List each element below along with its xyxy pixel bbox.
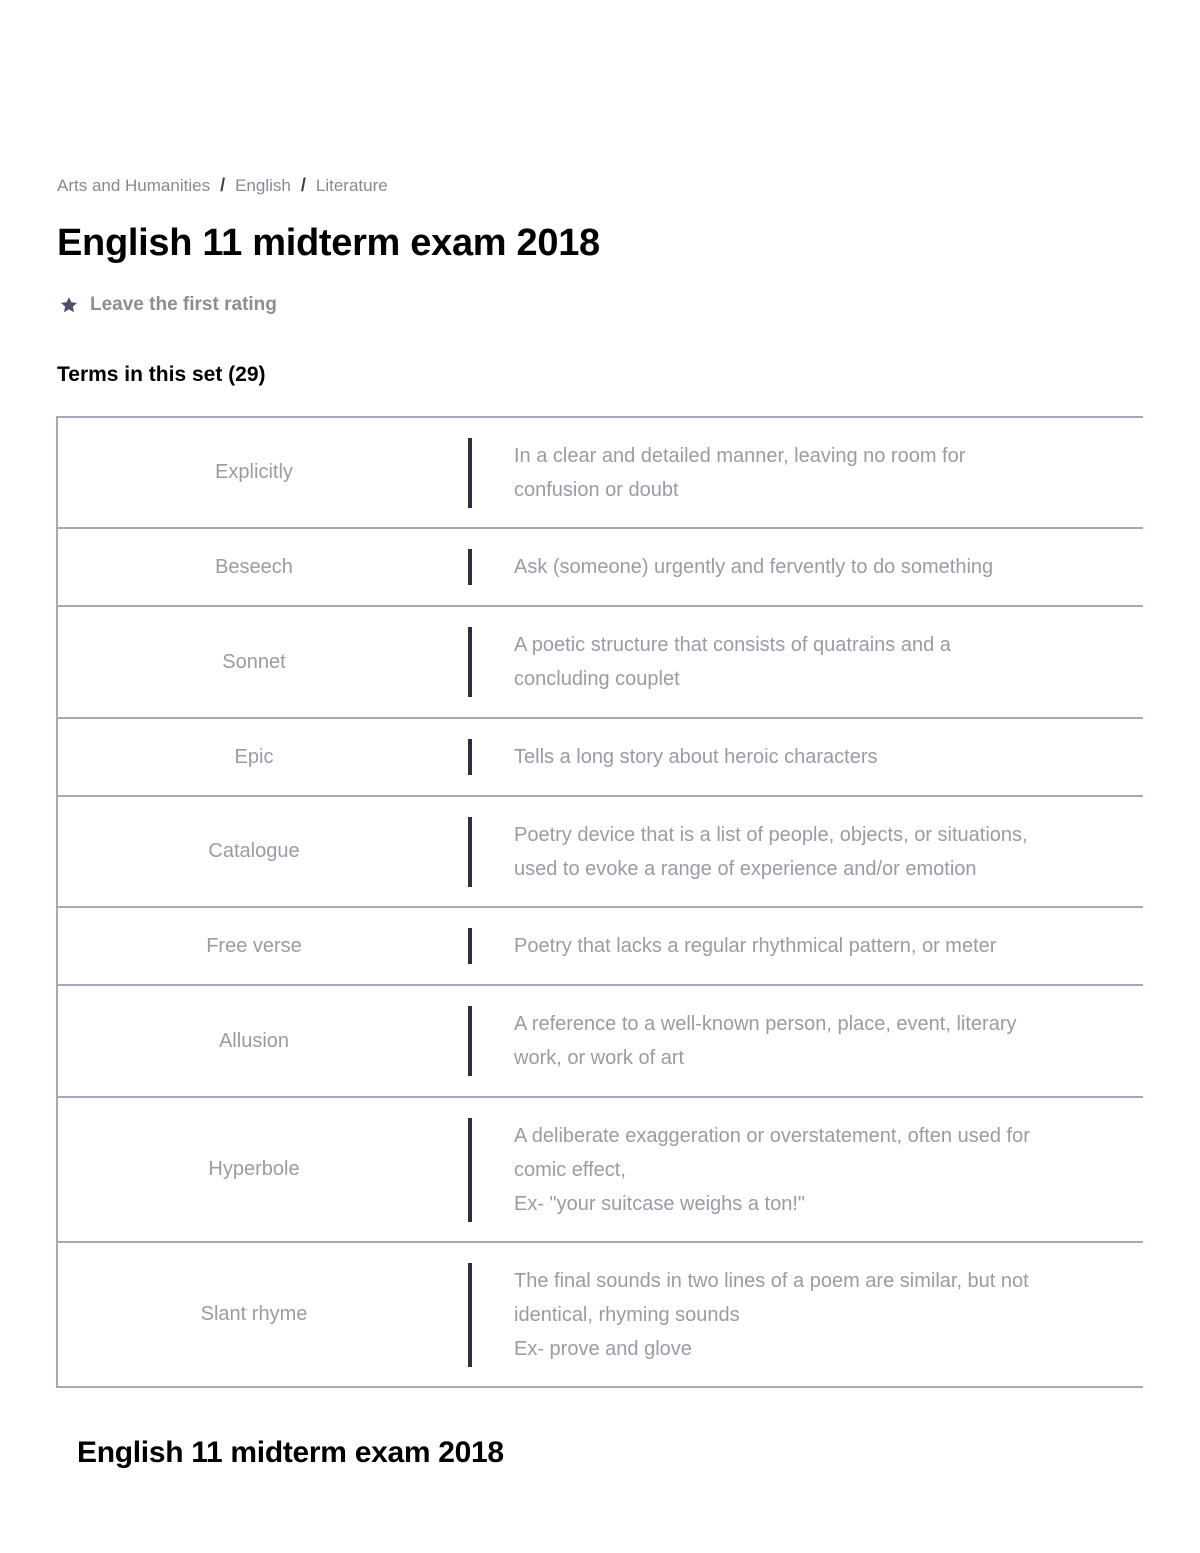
term-row [58, 719, 1143, 797]
term-definition: A poetic structure that consists of quatrains and a concluding couplet [514, 634, 951, 690]
term-definition: A reference to a well-known person, place, event, literary work, or work of art [514, 1013, 1017, 1069]
star-icon [59, 295, 79, 315]
term-divider [468, 438, 472, 508]
rating-label: Leave the first rating [90, 294, 277, 315]
term-word: Epic [234, 745, 274, 768]
term-definition: A deliberate exaggeration or overstatement, often used for comic effect, Ex- "your suitcase weighs a ton!" [514, 1124, 1030, 1215]
term-word: Catalogue [208, 840, 300, 862]
breadcrumb-separator: / [300, 175, 306, 195]
footer-title: English 11 midterm exam 2018 [77, 1436, 504, 1469]
term-word: Allusion [218, 1029, 290, 1052]
term-row [58, 908, 1143, 986]
term-row [58, 797, 1143, 908]
term-row [58, 529, 1143, 607]
term-word: Beseech [215, 555, 293, 578]
breadcrumb-item-arts-and-humanities[interactable]: Arts and Humanities [57, 175, 211, 195]
term-definition: Ask (someone) urgently and fervently to do something [514, 556, 994, 578]
term-definition: Poetry device that is a list of people, objects, or situations, used to evoke a range of experience and/or emotion [514, 823, 1028, 880]
term-word: Hyperbole [208, 1158, 300, 1180]
page-title: English 11 midterm exam 2018 [57, 222, 600, 264]
term-row [58, 1243, 1143, 1388]
term-definition: Tells a long story about heroic characters [514, 746, 878, 768]
term-definition: The final sounds in two lines of a poem are similar, but not identical, rhyming sounds Ex- prove and glove [514, 1269, 1029, 1360]
term-definition: In a clear and detailed manner, leaving no room for confusion or doubt [514, 444, 966, 501]
term-divider [468, 1263, 472, 1367]
term-row [58, 418, 1143, 529]
terms-table [56, 416, 1143, 1388]
term-word: Sonnet [222, 650, 286, 673]
term-word: Explicitly [215, 461, 293, 483]
term-divider [468, 1006, 472, 1076]
breadcrumb [57, 175, 388, 196]
breadcrumb-item-english[interactable]: English [235, 175, 291, 195]
breadcrumb-item-literature[interactable]: Literature [315, 175, 388, 195]
term-divider [468, 739, 472, 775]
rating-link[interactable] [59, 294, 277, 316]
term-row [58, 986, 1143, 1098]
term-divider [468, 928, 472, 964]
terms-heading: Terms in this set (29) [57, 363, 266, 386]
breadcrumb-separator: / [220, 175, 226, 195]
term-divider [468, 627, 472, 697]
term-word: Slant rhyme [200, 1303, 308, 1325]
term-divider [468, 1118, 472, 1222]
term-divider [468, 817, 472, 887]
term-row [58, 607, 1143, 719]
term-definition: Poetry that lacks a regular rhythmical pattern, or meter [514, 935, 997, 957]
term-divider [468, 549, 472, 585]
term-word: Free verse [206, 934, 302, 957]
term-row [58, 1098, 1143, 1243]
